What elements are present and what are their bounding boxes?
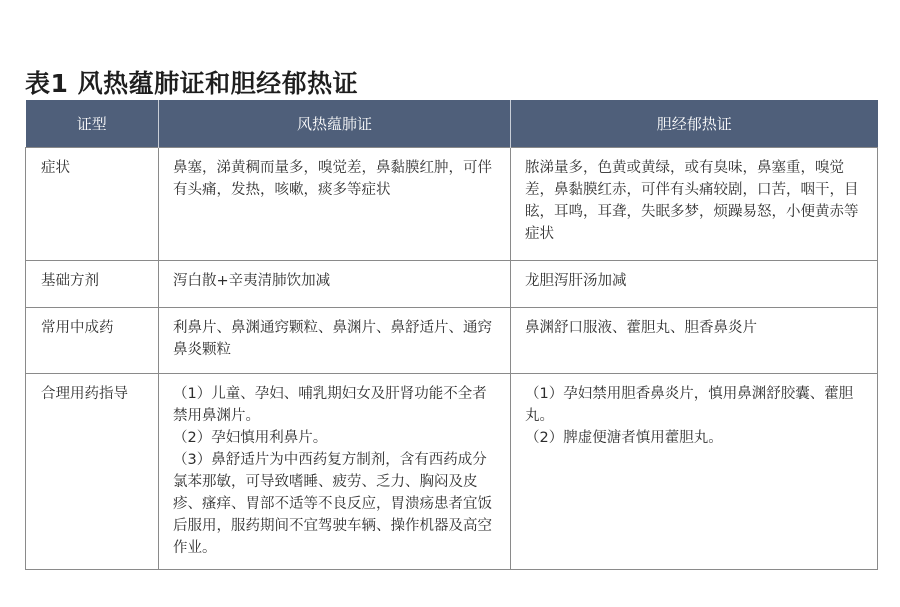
table-title: 表1 风热蕴肺证和胆经郁热证 [25, 69, 359, 98]
row-label-symptoms: 症状 [26, 148, 159, 261]
cell-symptoms-wind-heat: 鼻塞，涕黄稠而量多，嗅觉差，鼻黏膜红肿，可伴有头痛，发热，咳嗽，痰多等症状 [159, 148, 511, 261]
table-row [26, 308, 878, 374]
row-label-base-formula: 基础方剂 [26, 261, 159, 308]
cell-guidance-wind-heat [159, 374, 511, 570]
row-label-patent-medicine: 常用中成药 [26, 308, 159, 374]
table-row [26, 374, 878, 570]
table-row [26, 148, 878, 261]
row-label-medication-guidance: 合理用药指导 [26, 374, 159, 570]
cell-symptoms-gallbladder: 脓涕量多，色黄或黄绿，或有臭味，鼻塞重，嗅觉差，鼻黏膜红赤，可伴有头痛较剧，口苦，咽干，目眩，耳鸣，耳聋，失眠多梦，烦躁易怒，小便黄赤等症状 [511, 148, 878, 261]
guidance-item: （2）孕妇慎用利鼻片。 [173, 430, 328, 446]
guidance-item: （2）脾虚便溏者慎用藿胆丸。 [525, 430, 723, 446]
guidance-item: （1）儿童、孕妇、哺乳期妇女及肝肾功能不全者禁用鼻渊片。 [173, 386, 487, 424]
header-wind-heat-lung: 风热蕴肺证 [159, 100, 511, 148]
table-row [26, 261, 878, 308]
header-syndrome-type: 证型 [26, 100, 159, 148]
cell-formula-gallbladder: 龙胆泻肝汤加减 [511, 261, 878, 308]
guidance-item: （3）鼻舒适片为中西药复方制剂，含有西药成分氯苯那敏，可导致嗜睡、疲劳、乏力、胸闷及皮疹、瘙痒、胃部不适等不良反应，胃溃疡患者宜饭后服用，服药期间不宜驾驶车辆、操作机器及高空作业。 [173, 452, 492, 556]
cell-medicine-gallbladder: 鼻渊舒口服液、藿胆丸、胆香鼻炎片 [511, 308, 878, 374]
guidance-item: （1）孕妇禁用胆香鼻炎片，慎用鼻渊舒胶囊、藿胆丸。 [525, 386, 854, 424]
header-gallbladder-heat: 胆经郁热证 [511, 100, 878, 148]
cell-medicine-wind-heat: 利鼻片、鼻渊通窍颗粒、鼻渊片、鼻舒适片、通窍鼻炎颗粒 [159, 308, 511, 374]
cell-formula-wind-heat: 泻白散+辛夷清肺饮加减 [159, 261, 511, 308]
cell-guidance-gallbladder [511, 374, 878, 570]
header-row [26, 100, 878, 148]
syndrome-comparison-table [25, 100, 878, 570]
